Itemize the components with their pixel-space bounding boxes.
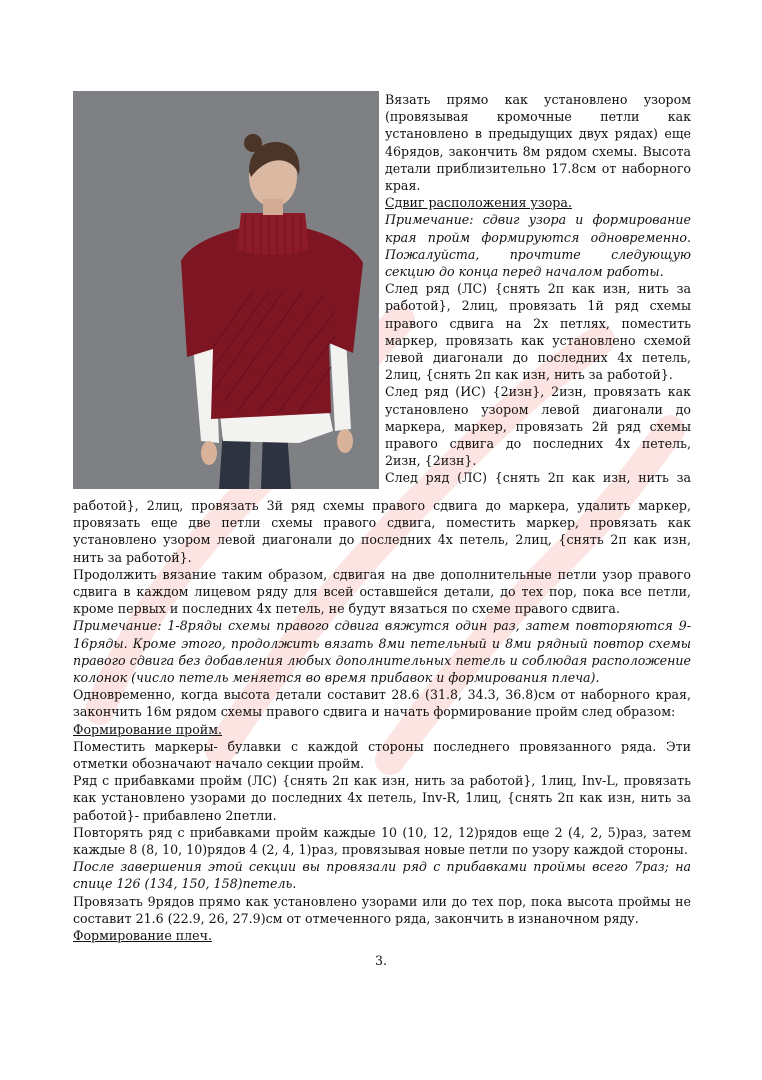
- paragraph: Провязать 9рядов прямо как установлено узорами или до тех пор, пока высота проймы не составит 21.6 (22.9, 26, 27.9)см от отмеченного ряда, закончить в изнаночном ряду.: [73, 893, 691, 926]
- paragraph: работой}, 2лиц, провязать 3й ряд схемы правого сдвига до маркера, удалить маркер, провязать еще две петли схемы правого сдвига, поместить маркер, провязать как установлено узором левой диагонали до последних 4х петель, 2лиц, {снять 2п как изн, нить за работой}.: [73, 498, 691, 565]
- section-heading-pattern-shift: Сдвиг расположения узора.: [385, 195, 572, 211]
- note-paragraph: После завершения этой секции вы провязали ряд с прибавками проймы всего 7раз; на спице 126 (134, 150, 158)петель.: [73, 859, 691, 892]
- right-column-text: [385, 91, 691, 487]
- paragraph: След ряд (ЛС) {снять 2п как изн, нить за: [385, 470, 691, 486]
- note-paragraph: Примечание: 1-8ряды схемы правого сдвига вяжутся один раз, затем повторяются 9-16ряды. Кроме этого, продолжить вязать 8ми петельный и 8ми рядный повтор схемы правого сдвига без добавления любых дополнительных петель и соблюдая расположение колонок (число петель меняется во время прибавок и формирования плеча).: [73, 618, 691, 686]
- note-paragraph: Примечание: сдвиг узора и формирование края пройм формируются одновременно. Пожалуйста, прочтите следующую секцию до конца перед началом работы.: [385, 212, 691, 280]
- section-heading-armholes: Формирование пройм.: [73, 721, 223, 737]
- paragraph: Ряд с прибавками пройм (ЛС) {снять 2п как изн, нить за работой}, 1лиц, Inv-L, провязать как установлено узорами до последних 4х петель, Inv-R, 1лиц, {снять 2п как изн, нить за работой}- прибавлено 2петли.: [73, 773, 691, 823]
- paragraph: След ряд (ЛС) {снять 2п как изн, нить за работой}, 2лиц, провязать 1й ряд схемы правого сдвига на 2х петлях, поместить маркер, провязать как установлено схемой левой диагонали до последних 4х петель, 2лиц, {снять 2п как изн, нить за работой}.: [385, 281, 691, 383]
- paragraph: След ряд (ИС) {2изн}, 2изн, провязать как установлено узором левой диагонали до маркера, маркер, провязать 2й ряд схемы правого сдвига до последних 4х петель, 2изн, {2изн}.: [385, 384, 691, 469]
- paragraph: Одновременно, когда высота детали составит 28.6 (31.8, 34.3, 36.8)см от наборного края, закончить 16м рядом схемы правого сдвига и начать формирование пройм след образом:: [73, 687, 691, 720]
- poncho-illustration: [73, 91, 379, 489]
- section-heading-shoulders: Формирование плеч.: [73, 928, 212, 944]
- page-number: 3.: [374, 953, 388, 968]
- paragraph: Повторять ряд с прибавками пройм каждые 10 (10, 12, 12)рядов еще 2 (4, 2, 5)раз, затем каждые 8 (8, 10, 10)рядов 4 (2, 4, 1)раз, провязывая новые петли по узору каждой стороны.: [73, 824, 691, 858]
- paragraph: Продолжить вязание таким образом, сдвигая на две дополнительные петли узор правого сдвига в каждом лицевом ряду для всей оставшейся детали, до тех пор, пока все петли, кроме первых и последних 4х петель, не будут вязаться по схеме правого сдвига.: [73, 566, 691, 617]
- model-photo: [73, 91, 379, 489]
- paragraph: Поместить маркеры- булавки с каждой стороны последнего провязанного ряда. Эти отметки обозначают начало секции пройм.: [73, 738, 691, 772]
- full-width-text: [73, 497, 691, 944]
- paragraph: Вязать прямо как установлено узором (провязывая кромочные петли как установлено в предыдущих двух рядах) еще 46рядов, закончить 8м рядом схемы. Высота детали приблизительно 17.8см от наборного края.: [385, 92, 691, 194]
